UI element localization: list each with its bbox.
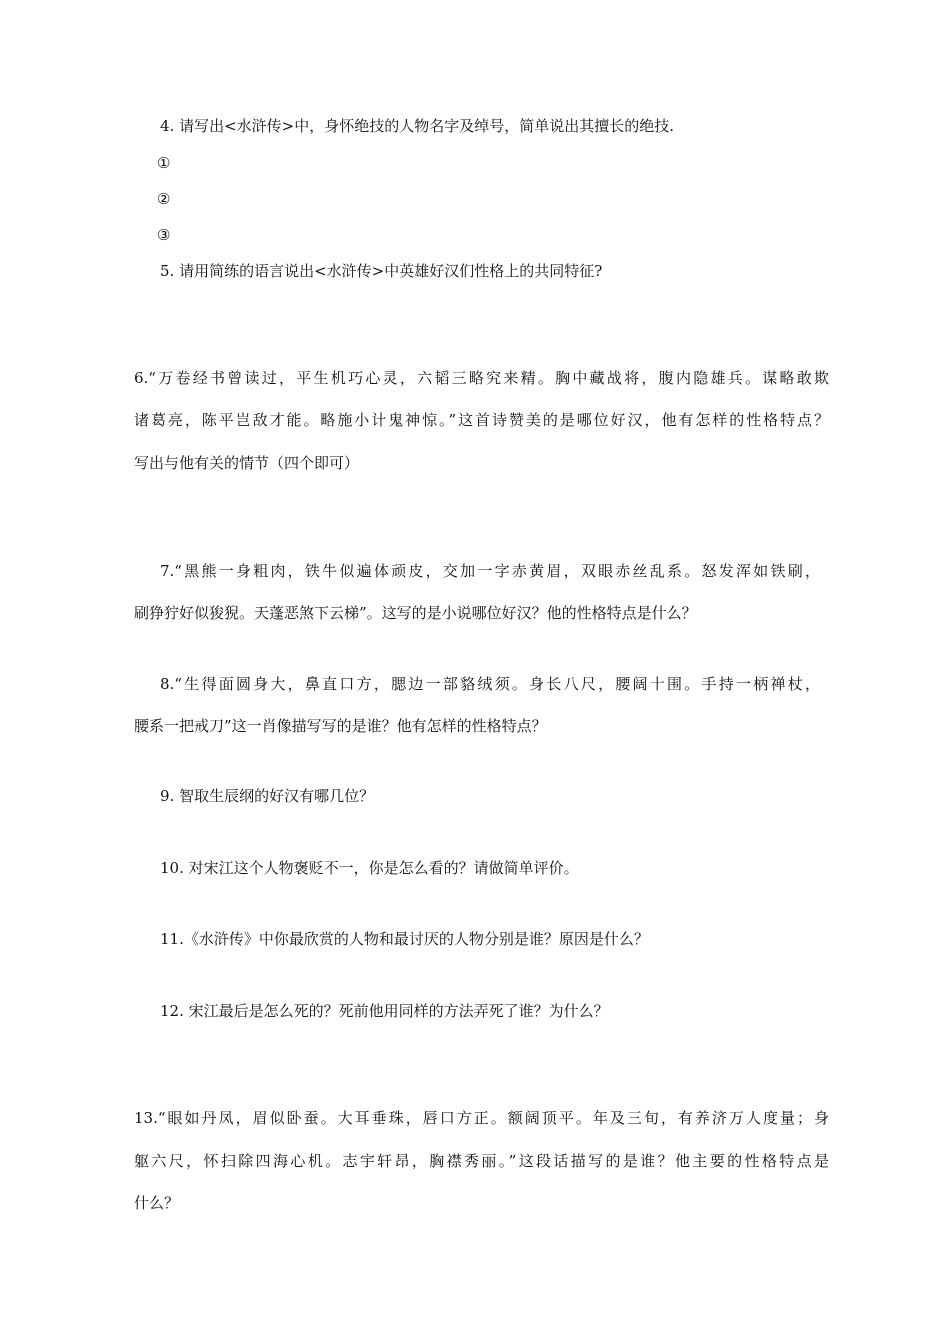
answer-blank-1: ①: [157, 154, 171, 172]
question-7-line-2: 刷狰狞好似狻猊。天蓬恶煞下云梯”。这写的是小说哪位好汉？他的性格特点是什么？: [134, 604, 697, 622]
question-11: 11.《水浒传》中你最欣赏的人物和最讨厌的人物分别是谁？原因是什么？: [160, 930, 649, 948]
question-6-line-2: 诸葛亮，陈平岂敌才能。略施小计鬼神惊。”这首诗赞美的是哪位好汉，他有怎样的性格特点？: [134, 411, 829, 429]
question-8-line-1: 8.“生得面圆身大，鼻直口方，腮边一部貉绒须。身长八尺，腰阔十围。手持一柄禅杖，: [160, 675, 820, 693]
question-7-line-1: 7.“黑熊一身粗肉，铁牛似遍体顽皮，交加一字赤黄眉，双眼赤丝乱系。怒发浑如铁刷，: [160, 562, 820, 580]
question-10: 10. 对宋江这个人物褒贬不一，你是怎么看的？请做简单评价。: [160, 859, 579, 877]
question-12: 12. 宋江最后是怎么死的？死前他用同样的方法弄死了谁？为什么？: [160, 1002, 609, 1020]
question-13-line-3: 什么？: [134, 1194, 180, 1212]
question-6-line-1: 6.“万卷经书曾读过，平生机巧心灵，六韬三略究来精。胸中藏战将，腹内隐雄兵。谋略敢欺: [134, 369, 829, 387]
question-13-line-1: 13.“眼如丹凤，眉似卧蚕。大耳垂珠，唇口方正。额阔顶平。年及三旬，有养济万人度量；身: [134, 1109, 829, 1127]
question-4: 4. 请写出<水浒传>中，身怀绝技的人物名字及绰号，简单说出其擅长的绝技.: [160, 117, 674, 135]
question-5: 5. 请用简练的语言说出<水浒传>中英雄好汉们性格上的共同特征?: [160, 262, 603, 280]
question-6-line-3: 写出与他有关的情节（四个即可）: [134, 454, 360, 472]
answer-blank-3: ③: [157, 226, 171, 244]
question-9: 9. 智取生辰纲的好汉有哪几位？: [160, 787, 375, 805]
answer-blank-2: ②: [157, 190, 171, 208]
question-13-line-2: 躯六尺，怀扫除四海心机。志宇轩昂，胸襟秀丽。”这段话描写的是谁？他主要的性格特点是: [134, 1152, 829, 1170]
question-8-line-2: 腰系一把戒刀”这一肖像描写写的是谁？他有怎样的性格特点？: [134, 717, 547, 735]
